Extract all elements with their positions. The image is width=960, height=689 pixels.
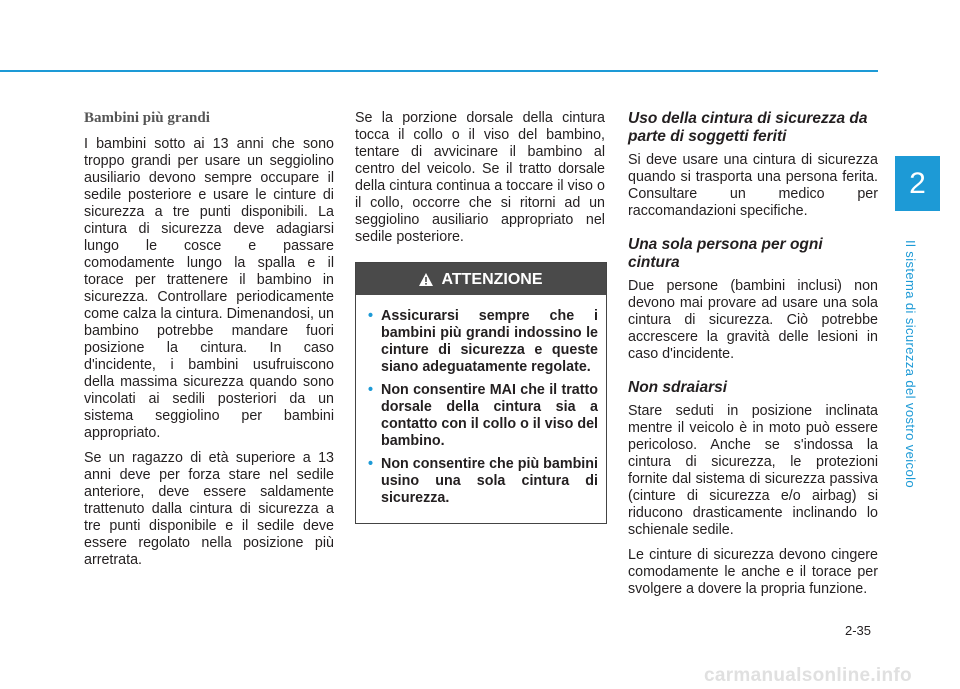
section-heading-older-children: Bambini più grandi: [84, 110, 210, 126]
section-heading-one-person: Una sola persona per ogni cintura: [628, 236, 823, 271]
paragraph: Stare seduti in posizione inclinata mentre il veicolo è in moto può essere pericoloso. Anche se s'indossa la cintura di sicurezza, le protezioni fornite dal sistema di sicurezza passiva (cinture di sicurezza e/o airbag) si riducono drasticamente inclinando lo schienale sedile.: [628, 403, 878, 538]
paragraph: Si deve usare una cintura di sicurezza quando si trasporta una persona ferita. Consultare un medico per raccomandazioni specifiche.: [628, 152, 878, 219]
chapter-title: Il sistema di sicurezza del vostro veicolo: [903, 240, 918, 489]
warning-list: [356, 295, 606, 523]
section-heading-injured: Uso della cintura di sicurezza da parte di soggetti feriti: [628, 110, 868, 145]
paragraph: Se la porzione dorsale della cintura tocca il collo o il viso del bambino, tentare di avvicinare il bambino al centro del veicolo. Se il tratto dorsale della cintura continua a toccare il viso o il collo, occorre che si ritorni ad un seggiolino ausiliario appropriato nel sedile posteriore.: [355, 110, 605, 245]
watermark: carmanualsonline.info: [704, 665, 912, 686]
column-2: [355, 110, 605, 524]
paragraph: I bambini sotto ai 13 anni che sono troppo grandi per usare un seggiolino ausiliario devono sempre occupare il sedile posteriore e usare le cinture di sicurezza a tre punti disponibili. La cintura di sicurezza deve adagiarsi lungo le cosce e passare comodamente lungo la spalla e il torace per trattenere il bambino in sicurezza. Controllare periodicamente come calza la cintura. Dimenandosi, un bambino potrebbe mandare fuori posizione la cintura. In caso d'incidente, i bambini usufruiscono della massima sicurezza quando sono vincolati ai sedili posteriori da un sistema seggiolino per bambini appropriato.: [84, 136, 334, 441]
warning-item: • Non consentire MAI che il tratto dorsale della cintura sia a contatto con il collo o il viso del bambino.: [368, 382, 598, 450]
warning-title: ATTENZIONE: [441, 270, 543, 288]
warning-header: [356, 263, 606, 295]
warning-triangle-icon: [419, 273, 433, 286]
warning-item: • Non consentire che più bambini usino una sola cintura di sicurezza.: [368, 456, 598, 507]
warning-box: [355, 262, 607, 524]
section-heading-do-not-recline: Non sdraiarsi: [628, 379, 728, 396]
paragraph: Le cinture di sicurezza devono cingere comodamente le anche e il torace per svolgere a dovere la propria funzione.: [628, 547, 878, 597]
page-number: 2-35: [845, 623, 872, 638]
column-1: [84, 110, 334, 577]
chapter-tab: 2: [895, 156, 940, 211]
paragraph: Due persone (bambini inclusi) non devono mai provare ad usare una sola cintura di sicurezza. Ciò potrebbe accrescere la gravità delle lesioni in caso d'incidente.: [628, 278, 878, 362]
column-3: [628, 110, 878, 606]
header-rule: [0, 70, 878, 72]
warning-item: • Assicurarsi sempre che i bambini più grandi indossino le cinture di sicurezza e queste siano adeguatamente regolate.: [368, 308, 598, 376]
paragraph: Se un ragazzo di età superiore a 13 anni deve per forza stare nel sedile anteriore, deve essere saldamente trattenuto dalla cintura di sicurezza a tre punti disponibile e il sedile deve essere regolato nella posizione più arretrata.: [84, 450, 334, 568]
